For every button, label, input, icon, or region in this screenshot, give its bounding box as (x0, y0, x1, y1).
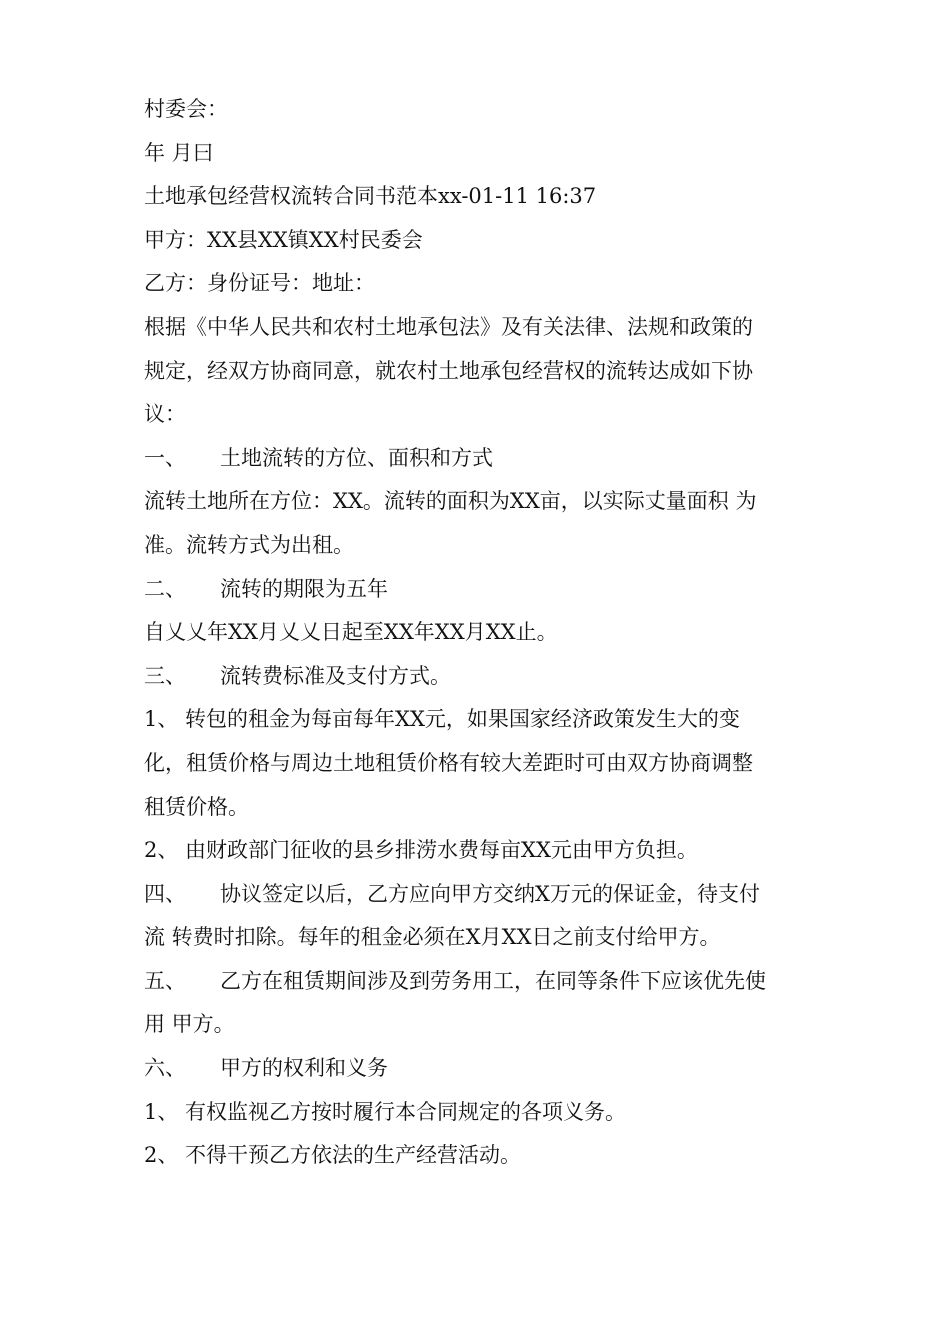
section-number: 一、 (144, 445, 186, 470)
text-line: 土地承包经营权流转合同书范本xx-01-11 16:37 (144, 184, 597, 209)
text-line: 根据《中华人民共和农村土地承包法》及有关法律、法规和政策的 (144, 314, 753, 339)
section-text: 流转费标准及支付方式。 (220, 663, 451, 688)
text-line: 规定，经双方协商同意，就农村土地承包经营权的流转达成如下协 (144, 358, 753, 383)
section-text: 乙方在租赁期间涉及到劳务用工，在同等条件下应该优先使 (220, 968, 766, 993)
text-line: 1、 有权监视乙方按时履行本合同规定的各项义务。 (144, 1099, 627, 1124)
text-line: 议： (144, 402, 186, 427)
section-heading (144, 655, 814, 699)
text-line: 乙方：身份证号：地址： (144, 271, 375, 296)
section-heading (144, 1047, 814, 1091)
text-line: 租赁价格。 (144, 794, 249, 819)
document-body (144, 88, 814, 1178)
section-text: 甲方的权利和义务 (220, 1056, 388, 1081)
section-number: 五、 (144, 968, 186, 993)
section-text: 协议签定以后，乙方应向甲方交纳X万元的保证金，待支付 (220, 881, 760, 906)
text-line: 化，租赁价格与周边土地租赁价格有较大差距时可由双方协商调整 (144, 750, 753, 775)
section-text: 土地流转的方位、面积和方式 (220, 445, 493, 470)
section-number: 四、 (144, 881, 186, 906)
text-line: 年 月曰 (144, 140, 214, 165)
section-heading (144, 873, 814, 917)
text-line: 用 甲方。 (144, 1012, 235, 1037)
text-line: 2、 由财政部门征收的县乡排涝水费每亩XX元由甲方负担。 (144, 838, 698, 863)
text-line: 自乂乂年XX月乂乂日起至XX年XX月XX止。 (144, 620, 558, 645)
text-line: 村委会： (144, 97, 228, 121)
section-number: 三、 (144, 663, 186, 688)
text-line: 2、 不得干预乙方依法的生产经营活动。 (144, 1143, 522, 1168)
section-heading (144, 568, 814, 612)
text-line: 流 转费时扣除。每年的租金必须在X月XX日之前支付给甲方。 (144, 925, 721, 950)
text-line: 准。流转方式为出租。 (144, 532, 354, 557)
text-line: 流转土地所在方位：XX。流转的面积为XX亩，以实际丈量面积 为 (144, 489, 757, 514)
section-heading (144, 437, 814, 481)
section-number: 二、 (144, 576, 186, 601)
text-line: 甲方：XX县XX镇XX村民委会 (144, 227, 423, 252)
section-number: 六、 (144, 1056, 186, 1081)
section-heading (144, 960, 814, 1004)
text-line: 1、 转包的租金为每亩每年XX元，如果国家经济政策发生大的变 (144, 707, 740, 732)
section-text: 流转的期限为五年 (220, 576, 388, 601)
